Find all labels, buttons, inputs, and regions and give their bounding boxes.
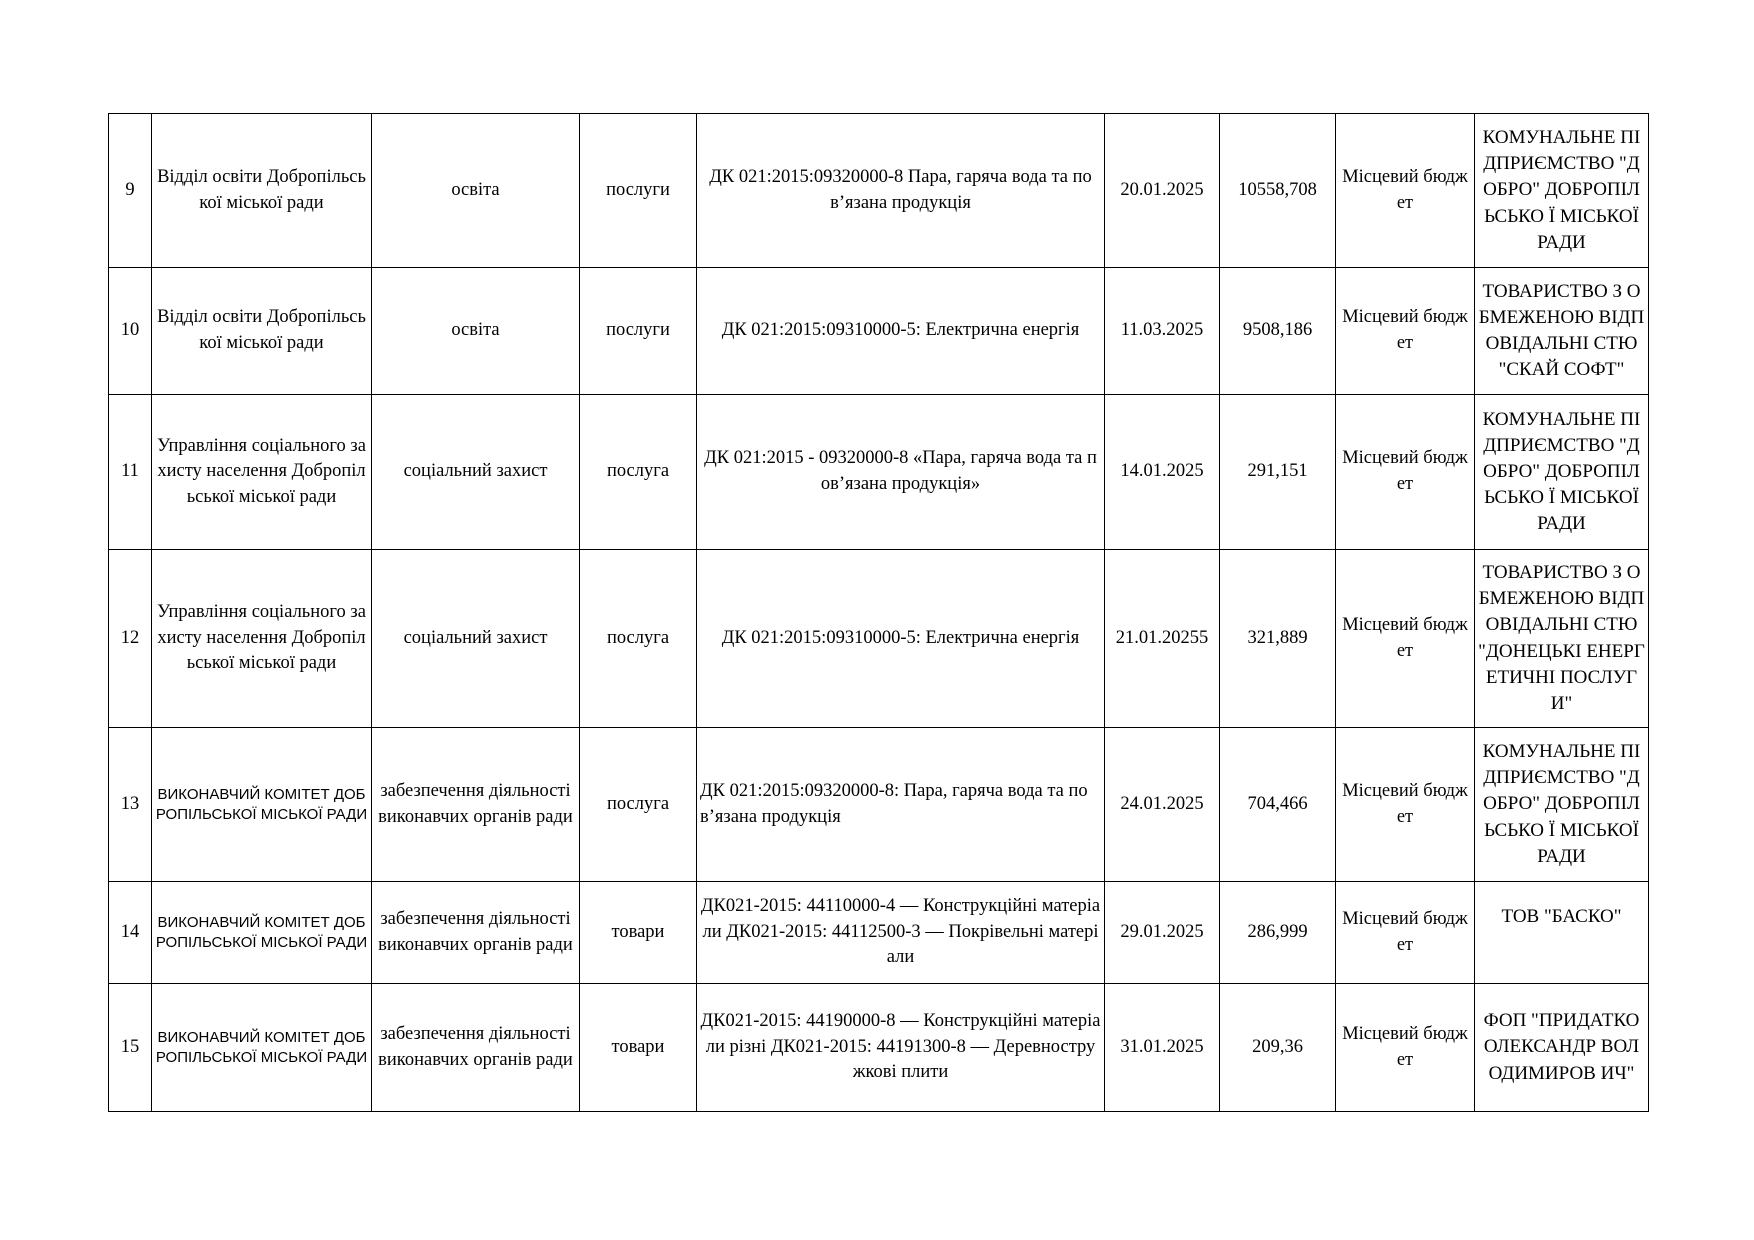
date-cell: 11.03.2025	[1105, 268, 1220, 395]
funding-source-cell: Місцевий бюджет	[1336, 984, 1475, 1112]
supplier-cell: ТОВАРИСТВО З ОБМЕЖЕНОЮ ВІДПОВІДАЛЬНІ СТЮ "ДОНЕЦЬКІ ЕНЕРГЕТИЧНІ ПОСЛУГИ"	[1475, 550, 1649, 728]
row-number: 11	[109, 395, 152, 550]
procurement-type-cell: послуги	[580, 114, 697, 268]
amount-cell: 704,466	[1220, 728, 1336, 882]
row-number: 12	[109, 550, 152, 728]
subject-cell: ДК 021:2015:09320000-8: Пара, гаряча вода та пов’язана продукція	[697, 728, 1105, 882]
procurement-type-cell: товари	[580, 882, 697, 984]
funding-source-cell: Місцевий бюджет	[1336, 550, 1475, 728]
customer-cell: Управління соціального захисту населення Добропільської міської ради	[152, 550, 372, 728]
subject-cell: ДК021-2015: 44110000-4 — Конструкційні матеріали ДК021-2015: 44112500-3 — Покрівельні матеріали	[697, 882, 1105, 984]
date-cell: 24.01.2025	[1105, 728, 1220, 882]
date-cell: 20.01.2025	[1105, 114, 1220, 268]
table-row	[109, 268, 1649, 395]
table-row	[109, 395, 1649, 550]
sector-cell: освіта	[372, 268, 580, 395]
amount-cell: 291,151	[1220, 395, 1336, 550]
sector-cell: забезпечення діяльності виконавчих органів ради	[372, 882, 580, 984]
amount-cell: 321,889	[1220, 550, 1336, 728]
row-number: 9	[109, 114, 152, 268]
procurement-table	[108, 113, 1649, 1112]
procurement-type-cell: послуга	[580, 728, 697, 882]
table-row	[109, 550, 1649, 728]
supplier-cell: ТОВ "БАСКО"	[1475, 882, 1649, 984]
row-number: 13	[109, 728, 152, 882]
supplier-cell: КОМУНАЛЬНЕ ПІДПРИЄМСТВО "ДОБРО" ДОБРОПІЛЬСЬКО Ї МІСЬКОЇ РАДИ	[1475, 114, 1649, 268]
row-number: 15	[109, 984, 152, 1112]
amount-cell: 209,36	[1220, 984, 1336, 1112]
table-row	[109, 882, 1649, 984]
customer-cell: Відділ освіти Добропільської міської ради	[152, 268, 372, 395]
date-cell: 31.01.2025	[1105, 984, 1220, 1112]
amount-cell: 10558,708	[1220, 114, 1336, 268]
subject-cell: ДК021-2015: 44190000-8 — Конструкційні матеріали різні ДК021-2015: 44191300-8 — Деревностружкові плити	[697, 984, 1105, 1112]
date-cell: 21.01.20255	[1105, 550, 1220, 728]
funding-source-cell: Місцевий бюджет	[1336, 395, 1475, 550]
date-cell: 29.01.2025	[1105, 882, 1220, 984]
customer-cell: Управління соціального захисту населення Добропільської міської ради	[152, 395, 372, 550]
procurement-type-cell: послуга	[580, 550, 697, 728]
supplier-cell: ТОВАРИСТВО З ОБМЕЖЕНОЮ ВІДПОВІДАЛЬНІ СТЮ "СКАЙ СОФТ"	[1475, 268, 1649, 395]
amount-cell: 286,999	[1220, 882, 1336, 984]
customer-cell: Відділ освіти Добропільської міської ради	[152, 114, 372, 268]
funding-source-cell: Місцевий бюджет	[1336, 268, 1475, 395]
procurement-type-cell: послуги	[580, 268, 697, 395]
customer-cell: ВИКОНАВЧИЙ КОМІТЕТ ДОБРОПІЛЬСЬКОЇ МІСЬКОЇ РАДИ	[152, 882, 372, 984]
procurement-type-cell: послуга	[580, 395, 697, 550]
procurement-type-cell: товари	[580, 984, 697, 1112]
subject-cell: ДК 021:2015:09310000-5: Електрична енергія	[697, 268, 1105, 395]
row-number: 14	[109, 882, 152, 984]
funding-source-cell: Місцевий бюджет	[1336, 114, 1475, 268]
sector-cell: соціальний захист	[372, 550, 580, 728]
customer-cell: ВИКОНАВЧИЙ КОМІТЕТ ДОБРОПІЛЬСЬКОЇ МІСЬКОЇ РАДИ	[152, 728, 372, 882]
table-row	[109, 728, 1649, 882]
sector-cell: забезпечення діяльності виконавчих органів ради	[372, 984, 580, 1112]
customer-cell: ВИКОНАВЧИЙ КОМІТЕТ ДОБРОПІЛЬСЬКОЇ МІСЬКОЇ РАДИ	[152, 984, 372, 1112]
sector-cell: забезпечення діяльності виконавчих органів ради	[372, 728, 580, 882]
amount-cell: 9508,186	[1220, 268, 1336, 395]
funding-source-cell: Місцевий бюджет	[1336, 882, 1475, 984]
subject-cell: ДК 021:2015 - 09320000-8 «Пара, гаряча вода та пов’язана продукція»	[697, 395, 1105, 550]
supplier-cell: ФОП "ПРИДАТКО ОЛЕКСАНДР ВОЛОДИМИРОВ ИЧ"	[1475, 984, 1649, 1112]
supplier-cell: КОМУНАЛЬНЕ ПІДПРИЄМСТВО "ДОБРО" ДОБРОПІЛЬСЬКО Ї МІСЬКОЇ РАДИ	[1475, 728, 1649, 882]
subject-cell: ДК 021:2015:09310000-5: Електрична енергія	[697, 550, 1105, 728]
sector-cell: соціальний захист	[372, 395, 580, 550]
table-row	[109, 984, 1649, 1112]
date-cell: 14.01.2025	[1105, 395, 1220, 550]
subject-cell: ДК 021:2015:09320000-8 Пара, гаряча вода та пов’язана продукція	[697, 114, 1105, 268]
row-number: 10	[109, 268, 152, 395]
table-body	[109, 114, 1649, 1112]
table-row	[109, 114, 1649, 268]
supplier-cell: КОМУНАЛЬНЕ ПІДПРИЄМСТВО "ДОБРО" ДОБРОПІЛЬСЬКО Ї МІСЬКОЇ РАДИ	[1475, 395, 1649, 550]
sector-cell: освіта	[372, 114, 580, 268]
funding-source-cell: Місцевий бюджет	[1336, 728, 1475, 882]
